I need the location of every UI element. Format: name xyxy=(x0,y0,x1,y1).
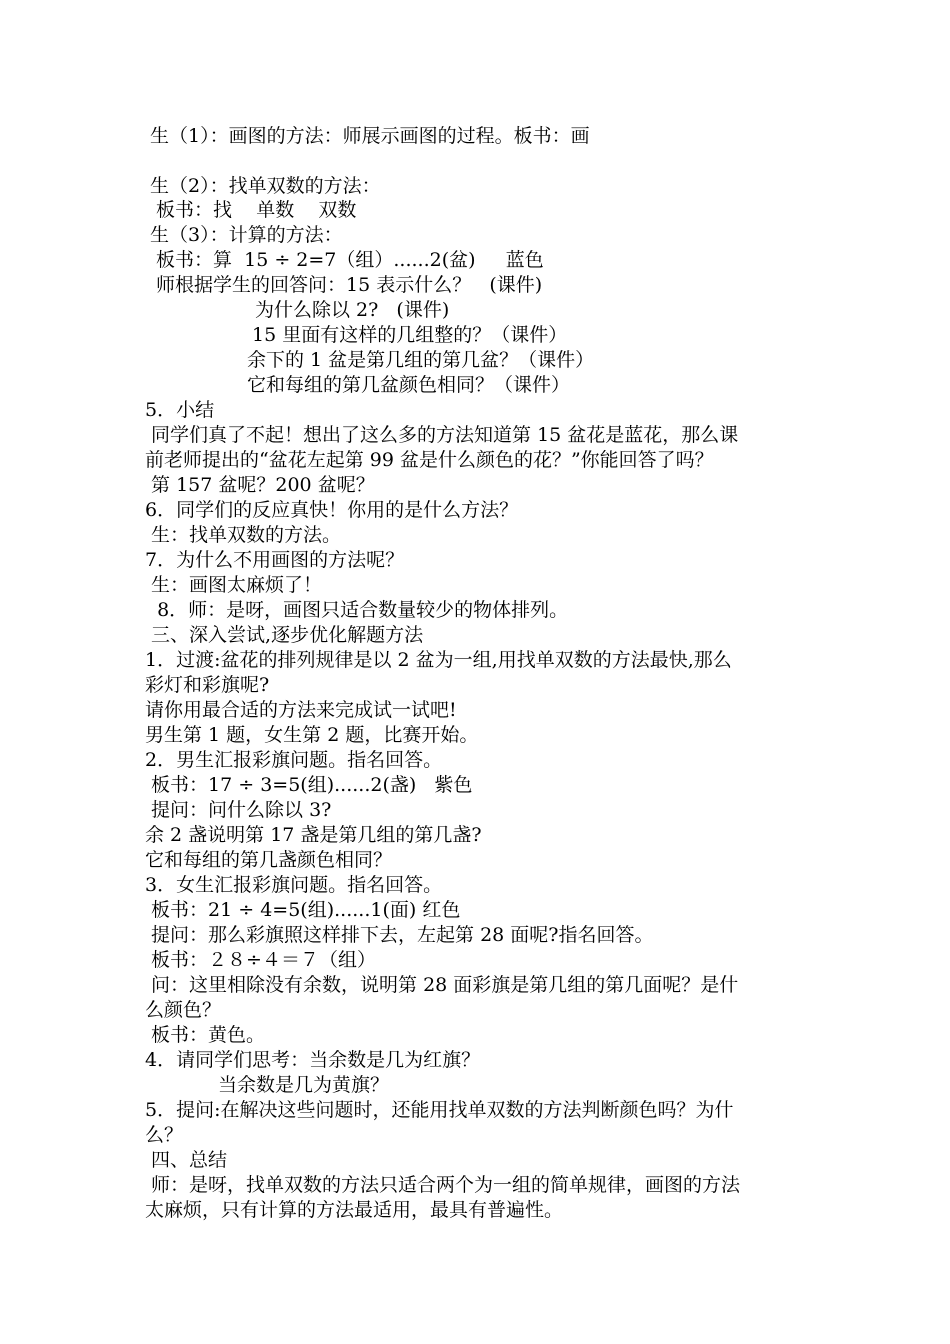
text-line: 15 里面有这样的几组整的？（课件） xyxy=(252,324,568,346)
text-line: 3．女生汇报彩旗问题。指名回答。 xyxy=(145,874,443,896)
text-line: 么颜色？ xyxy=(145,999,222,1021)
text-line: 8．师：是呀，画图只适合数量较少的物体排列。 xyxy=(145,599,569,621)
text-line: 1．过渡:盆花的排列规律是以 2 盆为一组,用找单双数的方法最快,那么 xyxy=(145,649,732,671)
text-line: 2．男生汇报彩旗问题。指名回答。 xyxy=(145,749,443,771)
text-line: 板书：算 15 ÷ 2=7（组）......2(盆) 蓝色 xyxy=(150,249,544,271)
text-line: 7．为什么不用画图的方法呢？ xyxy=(145,549,405,571)
text-line: 板书：找 单数 双数 xyxy=(150,199,357,221)
text-line: 6．同学们的反应真快！你用的是什么方法？ xyxy=(145,499,519,521)
text-line: 为什么除以 2? (课件) xyxy=(255,299,450,321)
text-line: 师：是呀，找单双数的方法只适合两个为一组的简单规律，画图的方法 xyxy=(145,1174,741,1196)
text-line: 生（2）：找单双数的方法： xyxy=(150,175,381,197)
text-line: 提问：那么彩旗照这样排下去，左起第 28 面呢?指名回答。 xyxy=(145,924,654,946)
text-line: 生：画图太麻烦了！ xyxy=(145,574,323,596)
text-line: 生（3）：计算的方法： xyxy=(150,224,343,246)
text-line: 5．提问:在解决这些问题时，还能用找单双数的方法判断颜色吗？为什 xyxy=(145,1099,734,1121)
text-line: 彩灯和彩旗呢? xyxy=(145,674,270,696)
text-line: 前老师提出的“盆花左起第 99 盆是什么颜色的花？”你能回答了吗？ xyxy=(145,449,714,471)
text-line: 板书：黄色。 xyxy=(145,1024,266,1046)
section-heading: 四、总结 xyxy=(145,1149,228,1171)
text-line: 男生第 1 题，女生第 2 题，比赛开始。 xyxy=(145,724,479,746)
text-line: 生：找单双数的方法。 xyxy=(145,524,342,546)
text-line: 请你用最合适的方法来完成试一试吧! xyxy=(145,699,457,721)
section-heading: 三、深入尝试,逐步优化解题方法 xyxy=(145,624,424,646)
text-line: 4．请同学们思考：当余数是几为红旗？ xyxy=(145,1049,481,1071)
text-line: 生（1）：画图的方法：师展示画图的过程。板书：画 xyxy=(150,125,590,147)
text-line: 师根据学生的回答问：15 表示什么？ (课件) xyxy=(150,274,543,296)
text-line: 它和每组的第几盆颜色相同？（课件） xyxy=(247,374,571,396)
text-line: 当余数是几为黄旗？ xyxy=(218,1074,390,1096)
text-line: 同学们真了不起！想出了这么多的方法知道第 15 盆花是蓝花，那么课 xyxy=(145,424,739,446)
text-line: 它和每组的第几盏颜色相同？ xyxy=(145,849,393,871)
text-line: 太麻烦，只有计算的方法最适用，最具有普遍性。 xyxy=(145,1199,564,1221)
text-line: 余下的 1 盆是第几组的第几盆？（课件） xyxy=(247,349,595,371)
text-line: 么？ xyxy=(145,1124,184,1146)
text-line: 板书：２８÷４＝７（组） xyxy=(145,949,376,971)
text-line: 提问：问什么除以 3? xyxy=(145,799,332,821)
text-line: 问：这里相除没有余数，说明第 28 面彩旗是第几组的第几面呢？是什 xyxy=(145,974,739,996)
text-line: 余 2 盏说明第 17 盏是第几组的第几盏? xyxy=(145,824,482,846)
text-line: 板书：17 ÷ 3=5(组)......2(盏) 紫色 xyxy=(145,774,473,796)
text-line: 板书：21 ÷ 4=5(组)......1(面) 红色 xyxy=(145,899,461,921)
text-line: 第 157 盆呢？200 盆呢？ xyxy=(145,474,375,496)
section-heading: 5．小结 xyxy=(145,399,215,421)
